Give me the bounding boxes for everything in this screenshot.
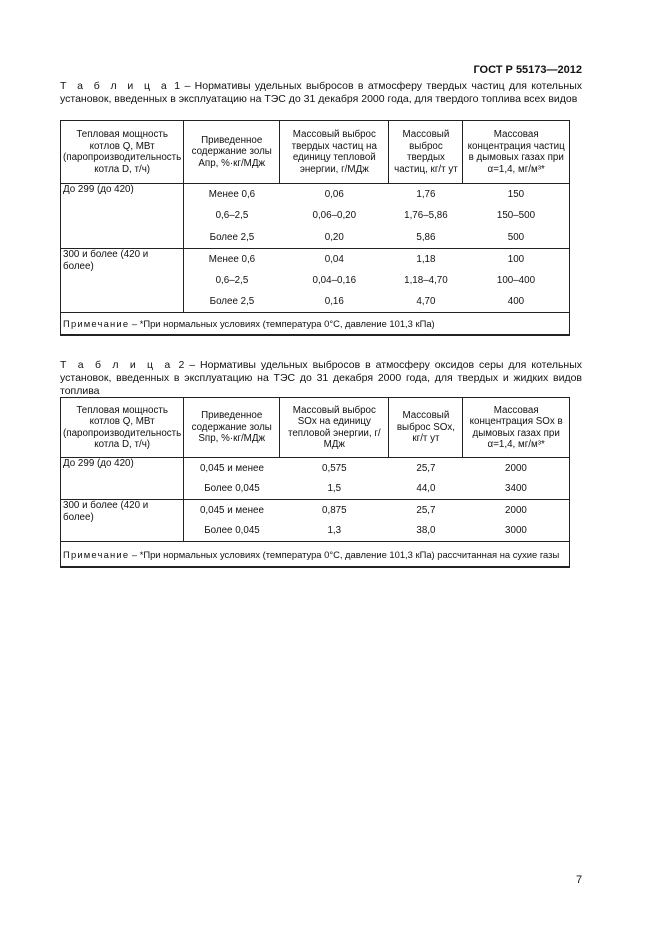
table2-header-power: Тепловая мощность котлов Q, МВт (паропроизводительность котла D, т/ч) [61,398,184,458]
table-cell: 5,86 [389,227,463,249]
table-cell: 44,0 [389,479,463,500]
table2-note-row [61,542,570,568]
table-cell: 1,5 [280,479,389,500]
table-row [61,184,570,206]
table2-caption-text: 2 – Нормативы удельных выбросов в атмосферу оксидов серы для котельных установок, введенных в эксплуатацию на ТЭС до 31 декабря 2000 года, для твердых и жидких видов топлива [60,359,583,397]
table-cell: 25,7 [416,504,436,516]
table-cell: Более 0,045 [184,479,280,500]
table-cell: 0,875 [322,504,347,516]
table1-header-emission-per-fuel: Массовый выброс твердых частиц, кг/т ут [389,121,463,184]
table-cell: 3400 [463,479,570,500]
table1-note-text: – *При нормальных условиях (температура 0°С, давление 101,3 кПа) [131,318,435,329]
table2-header-emission-per-energy: Массовый выброс SOx на единицу тепловой энергии, г/МДж [280,398,389,458]
table-cell: 0,06 [324,189,344,200]
table-cell: Менее 0,6 [208,189,256,200]
table2-caption-prefix: Т а б л и ц а [60,359,174,371]
table-cell: 1,76–5,86 [404,210,448,222]
table2 [60,397,570,568]
table2-header-ash: Приведенное содержание золы Sпр, %·кг/МДж [184,398,280,458]
table-cell: 150–500 [463,205,570,227]
table-cell: 1,3 [280,521,389,542]
table-cell: 0,6–2,5 [215,210,249,222]
table1-power-group-2: 300 и более (420 и более) [61,248,184,313]
table-cell: 0,045 и менее [199,504,264,516]
table-cell: 100–400 [463,270,570,292]
table-cell: 100 [463,248,570,270]
table-cell: 0,6–2,5 [215,274,249,286]
table2-power-group-2: 300 и более (420 и более) [61,500,184,542]
table1-caption [60,80,582,106]
table2-power-group-1: До 299 (до 420) [61,458,184,500]
table-cell: 1,18 [416,253,436,265]
table-cell: Более 0,045 [184,521,280,542]
table-cell: Более 2,5 [184,291,280,313]
table-cell: Более 2,5 [184,227,280,249]
table-cell: 2000 [463,500,570,521]
table1-header-concentration: Массовая концентрация частиц в дымовых газах при α=1,4, мг/м³* [463,121,570,184]
table1-header-power: Тепловая мощность котлов Q, МВт (паропроизводительность котла D, т/ч) [61,121,184,184]
table-cell: 500 [463,227,570,249]
table-cell: 0,04–0,16 [312,274,357,286]
table-cell: Менее 0,6 [208,253,256,265]
table1-note-row [61,313,570,336]
table-row [61,458,570,479]
table1 [60,120,570,336]
table2-caption [60,359,582,398]
table-cell: 1,18–4,70 [404,274,448,286]
table2-header-concentration: Массовая концентрация SOx в дымовых газах при α=1,4, мг/м³* [463,398,570,458]
table1-note-label: Примечание [63,318,130,329]
table-cell: 25,7 [416,462,436,474]
table-cell: 0,045 и менее [199,462,264,474]
table2-note-text: – *При нормальных условиях (температура 0°С, давление 101,3 кПа) рассчитанная на сухие газы [131,548,560,560]
table1-power-group-1: До 299 (до 420) [61,184,184,249]
table-cell: 0,04 [324,253,344,265]
table1-header-row [61,121,570,184]
table1-caption-prefix: Т а б л и ц а [60,80,170,92]
table-cell: 2000 [463,458,570,479]
table2-note [61,542,570,568]
standard-id: ГОСТ Р 55173—2012 [473,64,582,76]
table2-header-row [61,398,570,458]
table1-caption-text: 1 – Нормативы удельных выбросов в атмосферу твердых частиц для котельных установок, введенных в эксплуатацию на ТЭС до 31 декабря 2000 года, для твердого топлива всех видов [60,80,583,105]
table-cell: 0,16 [280,291,389,313]
table-cell: 400 [463,291,570,313]
table1-note [61,313,570,336]
table-cell: 3000 [463,521,570,542]
table-row [61,500,570,521]
table-cell: 0,06–0,20 [312,210,357,222]
table-cell: 1,76 [416,189,436,200]
table-cell: 0,575 [322,462,347,474]
table-cell: 150 [463,184,570,206]
table1-header-ash: Приведенное содержание золы Aпр, %·кг/МДж [184,121,280,184]
table2-note-label: Примечание [63,548,130,560]
table1-header-emission-per-energy: Массовый выброс твердых частиц на единицу тепловой энергии, г/МДж [280,121,389,184]
table-row [61,248,570,270]
table-cell: 4,70 [389,291,463,313]
page-number: 7 [576,874,583,886]
table2-header-emission-per-fuel: Массовый выброс SOx, кг/т ут [389,398,463,458]
table-cell: 38,0 [389,521,463,542]
table-cell: 0,20 [280,227,389,249]
